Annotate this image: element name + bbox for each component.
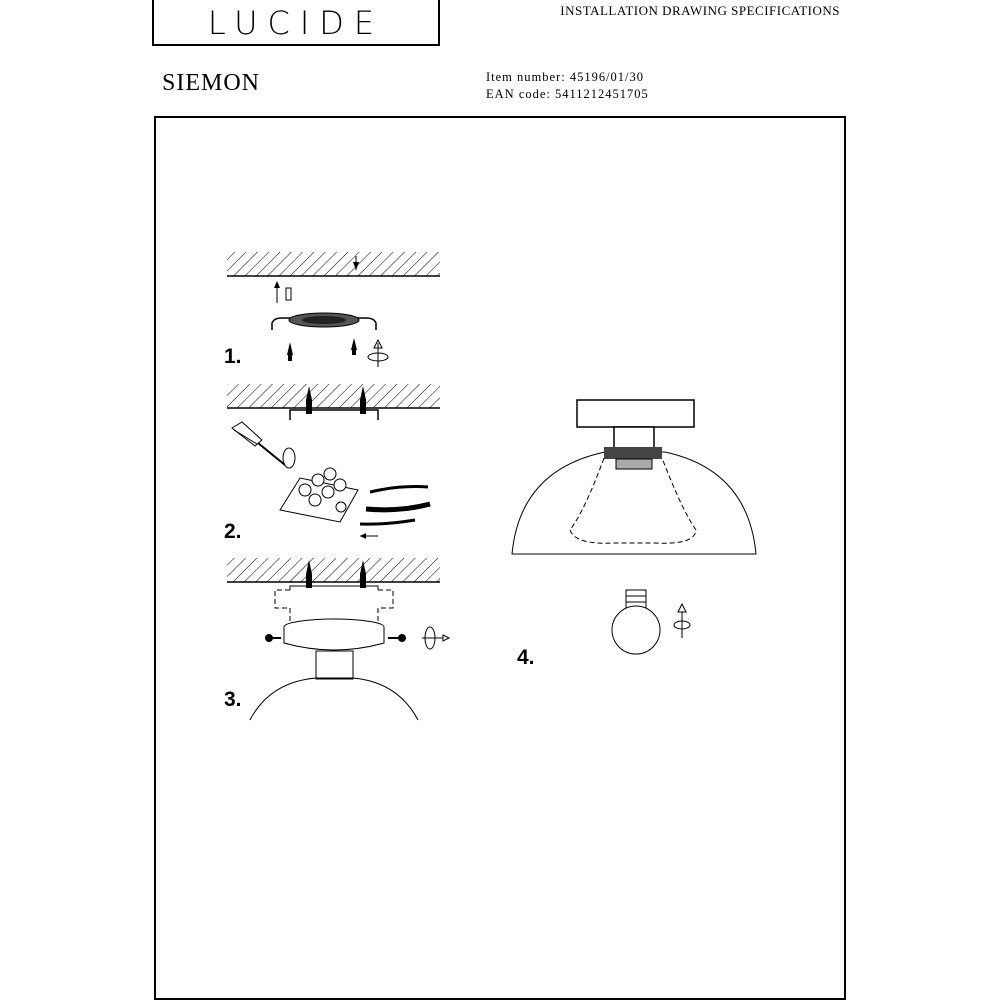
step-3-label: 3. [224, 688, 242, 711]
ceiling-hatch-3 [227, 558, 440, 582]
document-title: INSTALLATION DRAWING SPECIFICATIONS [560, 3, 840, 18]
step-4-label: 4. [517, 646, 535, 669]
mounting-bracket [272, 313, 376, 330]
rotate-arrow-icon [674, 604, 690, 638]
rotate-arrow-icon [422, 627, 449, 649]
ceiling-canopy [577, 400, 694, 427]
step-1-label: 1. [224, 345, 242, 368]
canopy [284, 619, 384, 679]
brand-logo-text: LUCIDE [207, 4, 385, 42]
terminal-block [280, 468, 358, 522]
screw-icon [351, 338, 357, 355]
rotate-arrow-icon [368, 340, 388, 367]
bulb-icon [612, 590, 660, 654]
ceiling-hatch-1 [227, 252, 440, 276]
wall-plug-icon [274, 281, 291, 303]
ceiling-hatch-2 [227, 384, 440, 408]
ean-code: EAN code: 5411212451705 [486, 87, 649, 101]
shade-outline [250, 678, 418, 720]
item-number: Item number: 45196/01/30 [486, 70, 645, 84]
wires [360, 487, 430, 539]
step-2-drawing [227, 384, 440, 539]
screw-icon [287, 342, 293, 361]
step-2-label: 2. [224, 520, 242, 543]
step-3-drawing [227, 558, 449, 720]
step-4-drawing [512, 400, 756, 654]
screwdriver-icon [232, 422, 295, 468]
product-name: SIEMON [162, 70, 261, 96]
step-1-drawing [227, 252, 440, 367]
